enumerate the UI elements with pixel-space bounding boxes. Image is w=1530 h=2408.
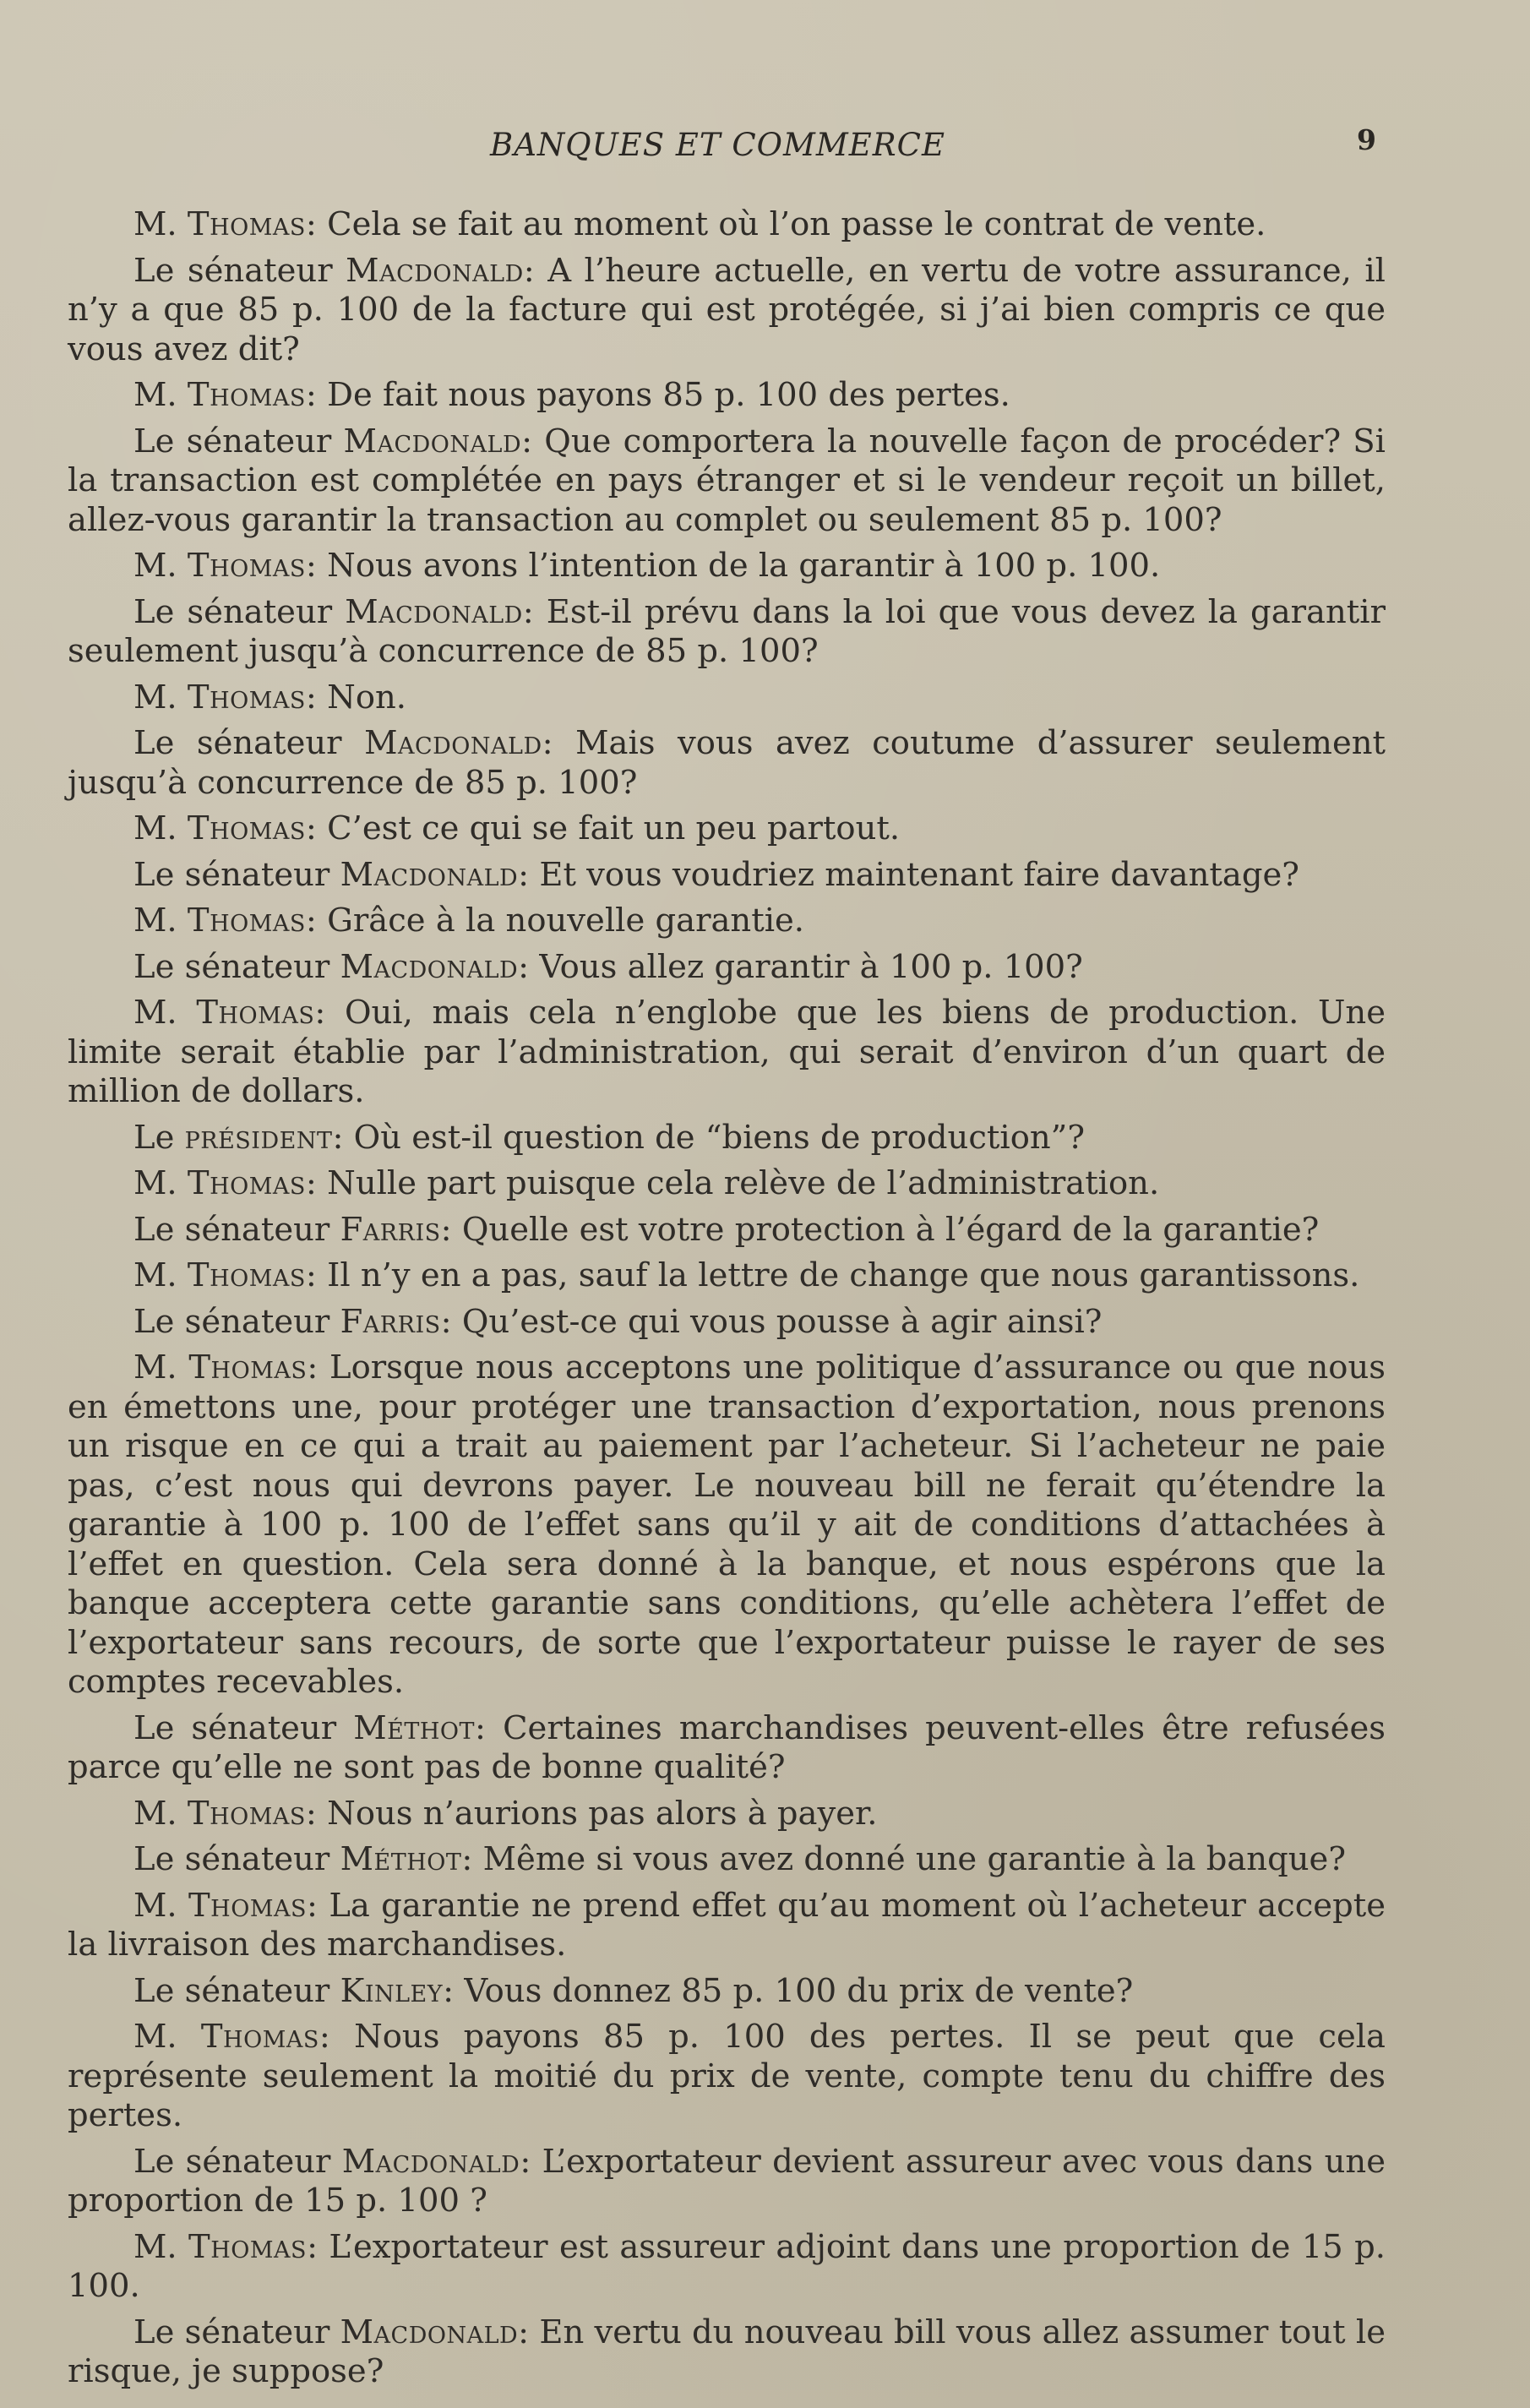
speaker-name: Thomas [187, 678, 306, 716]
speaker-name: Thomas [188, 2227, 308, 2266]
dialogue-paragraph: Le sénateur Macdonald: Que comportera la nouvelle façon de procéder? Si la transaction est complétée en pays étranger et si le vendeur reçoit un billet, allez-vous garantir la transaction au complet ou seulement 85 p. 100? [68, 422, 1386, 539]
speaker-name: Méthot [353, 1708, 476, 1747]
speaker-name: Thomas [187, 809, 306, 847]
transcript-body [68, 205, 1386, 2399]
dialogue-paragraph: Le sénateur Macdonald: A l’heure actuelle, en vertu de votre assurance, il n’y a que 85 p. 100 de la facture qui est protégée, si j’ai bien compris ce que vous avez dit? [68, 251, 1386, 368]
speaker-name: Kinley [340, 1971, 444, 2010]
dialogue-paragraph: M. Thomas: Nulle part puisque cela relève de l’administration. [133, 1164, 1160, 1202]
speaker-name: Thomas [187, 547, 306, 585]
speaker-name: Méthot [340, 1840, 462, 1878]
dialogue-paragraph: Le sénateur Farris: Qu’est-ce qui vous pousse à agir ainsi? [133, 1302, 1103, 1341]
speaker-name: Thomas [187, 1256, 306, 1294]
dialogue-paragraph: M. Thomas: Lorsque nous acceptons une politique d’assurance ou que nous en émettons une, pour protéger une transaction d’exportation, nous prenons un risque en ce qui a trait au paiement par l’acheteur. Si l’acheteur ne paie pas, c’est nous qui devrons payer. Le nouveau bill ne ferait qu’étendre la garantie à 100 p. 100 de l’effet sans qu’il y ait de conditions d’attachées à l’effet en question. Cela sera donné à la banque, et nous espérons que la banque acceptera cette garantie sans conditions, qu’elle achètera l’effet de l’exportateur sans recours, de sorte que l’exportateur puisse le rayer de ses comptes recevables. [68, 1348, 1386, 1701]
speaker-name: Farris [340, 1210, 441, 1249]
dialogue-paragraph: Le président: Où est-il question de “biens de production”? [133, 1118, 1085, 1157]
dialogue-paragraph: Le sénateur Macdonald: Mais vous avez coutume d’assurer seulement jusqu’à concurrence de 85 p. 100? [68, 724, 1386, 802]
speaker-name: Macdonald [346, 251, 524, 290]
dialogue-paragraph: Le sénateur Macdonald: Et vous voudriez maintenant faire davantage? [133, 855, 1299, 894]
speaker-name: Thomas [188, 1348, 308, 1387]
dialogue-paragraph: M. Thomas: Nous payons 85 p. 100 des pertes. Il se peut que cela représente seulement la moitié du prix de vente, compte tenu du chiffre des pertes. [68, 2018, 1386, 2134]
dialogue-paragraph: M. Thomas: De fait nous payons 85 p. 100 des pertes. [133, 376, 1010, 414]
speaker-name: Thomas [188, 1886, 308, 1925]
speaker-name: Macdonald [345, 592, 523, 631]
dialogue-paragraph: Le sénateur Méthot: Même si vous avez donné une garantie à la banque? [133, 1840, 1346, 1878]
dialogue-paragraph: M. Thomas: Il n’y en a pas, sauf la lettre de change que nous garantissons. [133, 1256, 1360, 1294]
dialogue-paragraph: Le sénateur Kinley: Vous donnez 85 p. 100 du prix de vente? [133, 1971, 1134, 2010]
dialogue-paragraph: Le sénateur Farris: Quelle est votre protection à l’égard de la garantie? [133, 1210, 1320, 1249]
running-title: BANQUES ET COMMERCE [490, 127, 945, 163]
dialogue-paragraph: M. Thomas: Nous n’aurions pas alors à payer. [133, 1794, 878, 1833]
speaker-name: Thomas [200, 2018, 319, 2056]
dialogue-paragraph: Le sénateur Méthot: Certaines marchandises peuvent-elles être refusées parce qu’elle ne sont pas de bonne qualité? [68, 1708, 1386, 1786]
speaker-name: Thomas [187, 1794, 306, 1833]
dialogue-paragraph: M. Thomas: Non. [133, 678, 407, 716]
speaker-name: Macdonald [364, 724, 542, 762]
page-header [0, 123, 1530, 177]
speaker-name: Macdonald [340, 2313, 519, 2351]
speaker-name: Macdonald [340, 947, 519, 986]
speaker-name: Macdonald [341, 2142, 520, 2181]
speaker-name: Thomas [187, 1164, 306, 1202]
dialogue-paragraph: M. Thomas: C’est ce qui se fait un peu partout. [133, 809, 901, 847]
speaker-name: Farris [340, 1302, 441, 1341]
dialogue-paragraph: M. Thomas: Cela se fait au moment où l’on passe le contrat de vente. [133, 205, 1266, 243]
dialogue-paragraph: Le sénateur Macdonald: En vertu du nouveau bill vous allez assumer tout le risque, je suppose? [68, 2313, 1386, 2390]
speaker-name: Macdonald [343, 422, 522, 460]
speaker-name: Macdonald [340, 855, 519, 894]
speaker-name: Thomas [187, 205, 306, 243]
dialogue-paragraph: Le sénateur Macdonald: Vous allez garantir à 100 p. 100? [133, 947, 1083, 986]
speaker-name: Thomas [187, 376, 306, 414]
speaker-name: Thomas [187, 902, 306, 940]
speaker-name: Thomas [196, 994, 315, 1032]
dialogue-paragraph: M. Thomas: Nous avons l’intention de la garantir à 100 p. 100. [133, 547, 1161, 585]
dialogue-paragraph: M. Thomas: Oui, mais cela n’englobe que les biens de production. Une limite serait établie par l’administration, qui serait d’environ d’un quart de million de dollars. [68, 994, 1386, 1110]
dialogue-paragraph: M. Thomas: Grâce à la nouvelle garantie. [133, 902, 805, 940]
dialogue-paragraph: Le sénateur Macdonald: L’exportateur devient assureur avec vous dans une proportion de 15 p. 100 ? [68, 2142, 1386, 2220]
dialogue-paragraph: M. Thomas: L’exportateur est assureur adjoint dans une proportion de 15 p. 100. [68, 2227, 1386, 2305]
dialogue-paragraph: M. Thomas: La garantie ne prend effet qu’au moment où l’acheteur accepte la livraison des marchandises. [68, 1886, 1386, 1964]
dialogue-paragraph: Le sénateur Macdonald: Est-il prévu dans la loi que vous devez la garantir seulement jusqu’à concurrence de 85 p. 100? [68, 592, 1386, 670]
page-number: 9 [1357, 123, 1376, 156]
speaker-name: président [184, 1118, 333, 1157]
